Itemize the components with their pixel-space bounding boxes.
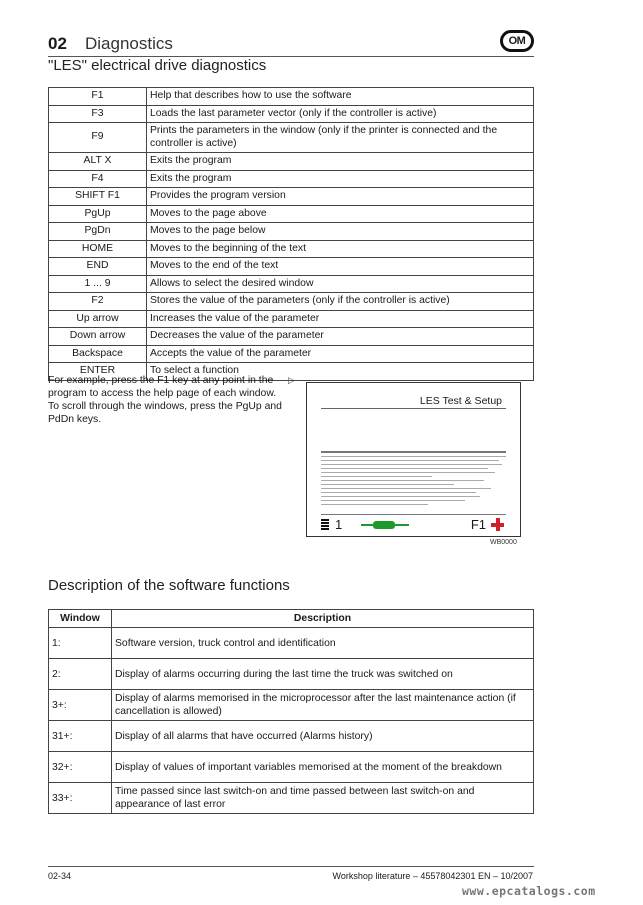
window-cell: 31+: <box>49 721 112 752</box>
table-row <box>49 659 534 690</box>
connector-icon <box>361 521 409 529</box>
key-description-cell: Moves to the page below <box>147 223 534 241</box>
key-description-cell: Allows to select the desired window <box>147 275 534 293</box>
key-description-cell: Increases the value of the parameter <box>147 310 534 328</box>
key-description-cell: Stores the value of the parameters (only if the controller is active) <box>147 293 534 311</box>
table-row <box>49 188 534 206</box>
key-cell: 1 ... 9 <box>49 275 147 293</box>
section-title: "LES" electrical drive diagnostics <box>48 57 267 74</box>
figure-help-key: F1 <box>470 517 486 532</box>
les-screenshot-figure <box>306 382 521 537</box>
window-cell: 1: <box>49 628 112 659</box>
window-description-table <box>48 609 534 814</box>
table-row <box>49 275 534 293</box>
key-cell: Up arrow <box>49 310 147 328</box>
table-row <box>49 258 534 276</box>
window-description-cell: Display of alarms occurring during the last time the truck was switched on <box>112 659 534 690</box>
key-cell: F9 <box>49 123 147 153</box>
table-row <box>49 721 534 752</box>
key-cell: ALT X <box>49 153 147 171</box>
table-row <box>49 293 534 311</box>
watermark: www.epcatalogs.com <box>462 884 596 898</box>
window-cell: 3+: <box>49 690 112 721</box>
key-cell: END <box>49 258 147 276</box>
table-row <box>49 783 534 814</box>
footer-divider <box>48 866 534 867</box>
table-row <box>49 328 534 346</box>
window-description-cell: Display of values of important variables memorised at the moment of the breakdown <box>112 752 534 783</box>
key-cell: PgDn <box>49 223 147 241</box>
window-cell: 33+: <box>49 783 112 814</box>
figure-divider <box>321 451 506 453</box>
figure-title: LES Test & Setup <box>419 395 502 407</box>
table-row <box>49 223 534 241</box>
table-row <box>49 170 534 188</box>
key-cell: HOME <box>49 240 147 258</box>
table-row <box>49 205 534 223</box>
key-cell: F1 <box>49 88 147 106</box>
key-cell: F4 <box>49 170 147 188</box>
red-cross-icon <box>491 518 504 531</box>
window-cell: 32+: <box>49 752 112 783</box>
column-header-window: Window <box>49 610 112 628</box>
key-cell: Backspace <box>49 345 147 363</box>
key-cell: Down arrow <box>49 328 147 346</box>
key-cell: F2 <box>49 293 147 311</box>
key-description-cell: To select a function <box>147 363 534 381</box>
window-description-cell: Software version, truck control and identification <box>112 628 534 659</box>
key-function-table <box>48 87 534 381</box>
key-description-cell: Help that describes how to use the software <box>147 88 534 106</box>
table-row <box>49 153 534 171</box>
table-row <box>49 690 534 721</box>
key-description-cell: Exits the program <box>147 153 534 171</box>
table-row <box>49 345 534 363</box>
key-cell: ENTER <box>49 363 147 381</box>
table-row <box>49 105 534 123</box>
key-description-cell: Moves to the beginning of the text <box>147 240 534 258</box>
key-description-cell: Prints the parameters in the window (only if the printer is connected and the controller is active) <box>147 123 534 153</box>
window-description-cell: Display of alarms memorised in the microprocessor after the last maintenance action (if cancellation is allowed) <box>112 690 534 721</box>
keypad-icon <box>321 519 329 530</box>
chapter-number: 02 <box>48 34 67 53</box>
example-paragraph: For example, press the F1 key at any point in the program to access the help page of each window. To scroll through the windows, press the PgUp and PdDn keys. <box>48 375 282 425</box>
key-description-cell: Decreases the value of the parameter <box>147 328 534 346</box>
table-row <box>49 240 534 258</box>
om-logo: OM <box>500 30 534 52</box>
key-description-cell: Accepts the value of the parameter <box>147 345 534 363</box>
window-description-cell: Display of all alarms that have occurred (Alarms history) <box>112 721 534 752</box>
description-title: Description of the software functions <box>48 577 290 594</box>
key-cell: PgUp <box>49 205 147 223</box>
figure-divider <box>321 408 506 409</box>
key-description-cell: Provides the program version <box>147 188 534 206</box>
figure-page-number: 1 <box>335 517 343 532</box>
figure-pointer-icon: ▷ <box>288 375 295 385</box>
footer-literature-ref: Workshop literature – 45578042301 EN – 10/2007 <box>332 871 533 881</box>
footer-page-number: 02-34 <box>48 871 72 881</box>
table-row <box>49 628 534 659</box>
key-cell: F3 <box>49 105 147 123</box>
figure-code: WB0000 <box>490 539 517 546</box>
key-description-cell: Moves to the page above <box>147 205 534 223</box>
window-cell: 2: <box>49 659 112 690</box>
figure-text-block <box>321 456 506 508</box>
key-cell: SHIFT F1 <box>49 188 147 206</box>
window-description-cell: Time passed since last switch-on and time passed between last switch-on and appearance of last error <box>112 783 534 814</box>
key-description-cell: Exits the program <box>147 170 534 188</box>
key-description-cell: Moves to the end of the text <box>147 258 534 276</box>
column-header-description: Description <box>112 610 534 628</box>
figure-divider <box>321 514 506 515</box>
table-row <box>49 88 534 106</box>
figure-status-bar <box>321 517 506 533</box>
table-row <box>49 310 534 328</box>
table-row <box>49 752 534 783</box>
chapter-title: Diagnostics <box>85 34 173 53</box>
key-description-cell: Loads the last parameter vector (only if the controller is active) <box>147 105 534 123</box>
table-row <box>49 123 534 153</box>
